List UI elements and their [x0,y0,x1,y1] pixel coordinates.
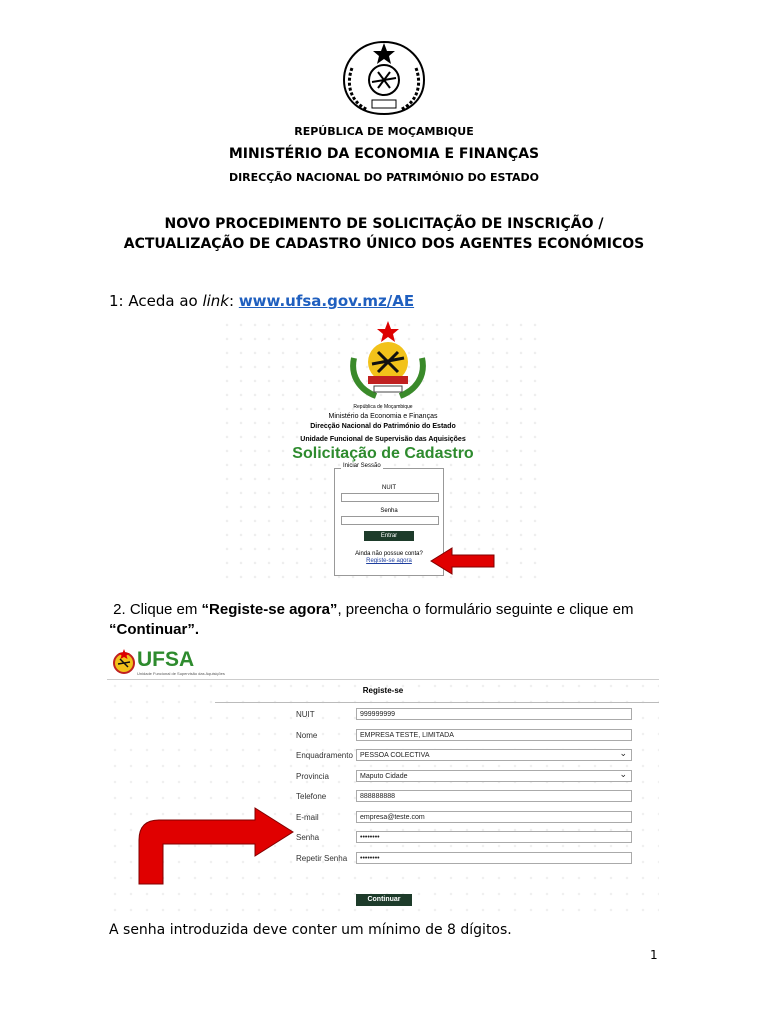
screenshot1-caption: República de Moçambique [353,404,413,410]
login-form [334,463,444,576]
field-label: NUIT [296,710,315,719]
page-number: 1 [650,948,658,962]
nuit-input[interactable] [341,493,439,502]
continue-button[interactable]: Continuar [356,894,412,906]
ufsa-logo-icon [111,648,137,676]
password-input[interactable] [341,516,439,525]
ufsa-logo-text: UFSA [137,648,195,671]
field-label: Telefone [296,792,327,801]
register-link[interactable]: Registe-se agora [366,558,412,564]
mozambique-emblem-icon [338,38,430,118]
password-label: Senha [380,508,398,514]
header-ministry: MINISTÉRIO DA ECONOMIA E FINANÇAS [228,146,540,162]
nuit-field[interactable]: 999999999 [356,708,632,720]
province-select[interactable]: Maputo Cidade ⌄ [356,770,632,782]
field-label: Enquadramento [296,751,353,760]
register-form-title: Registe-se [362,686,404,695]
mozambique-color-emblem-icon [342,318,434,400]
repeat-password-field[interactable]: •••••••• [356,852,632,864]
login-screenshot [220,318,546,582]
screenshot1-heading: Solicitação de Cadastro [292,445,474,462]
field-label: Senha [296,833,320,842]
arrow-left-icon [430,546,496,576]
field-label: Nome [296,731,318,740]
ufsa-logo-subtitle: Unidade Funcional de Supervisão das Aquisições [137,671,225,676]
name-field[interactable]: EMPRESA TESTE, LIMITADA [356,729,632,741]
field-label: Provincia [296,772,329,781]
screenshot1-unit: Unidade Funcional de Supervisão das Aquisições [300,436,466,443]
step1-instruction: 1: Aceda ao link: www.ufsa.gov.mz/AE [109,292,415,310]
field-label: E-mail [296,813,319,822]
screenshot1-ministry: Ministério da Economia e Finanças [328,413,438,420]
password-field[interactable]: •••••••• [356,831,632,843]
register-screenshot [107,646,659,916]
enquadramento-select[interactable]: PESSOA COLECTIVA ⌄ [356,749,632,761]
header-directorate: DIRECÇÃO NACIONAL DO PATRIMÓNIO DO ESTADO [228,171,540,184]
ufsa-link[interactable]: www.ufsa.gov.mz/AE [238,292,415,310]
screenshot1-directorate: Direcção Nacional do Património do Estado [310,423,456,430]
nuit-label: NUIT [382,485,396,491]
enter-button[interactable]: Entrar [364,531,414,541]
bent-arrow-icon [135,806,295,886]
login-legend: Iniciar Sessão [343,463,381,469]
step2-instruction: 2. Clique em “Registe-se agora”, preencha o formulário seguinte e clique em “Continuar”. [109,601,634,638]
document-title-line2: ACTUALIZAÇÃO DE CADASTRO ÚNICO DOS AGENTES ECONÓMICOS [123,236,645,252]
password-note: A senha introduzida deve conter um mínimo de 8 dígitos. [109,922,512,938]
no-account-text: Ainda não possue conta? [355,551,423,557]
document-title-line1: NOVO PROCEDIMENTO DE SOLICITAÇÃO DE INSCRIÇÃO / [164,216,604,232]
email-field[interactable]: empresa@teste.com [356,811,632,823]
header-republic: REPÚBLICA DE MOÇAMBIQUE [294,125,474,138]
phone-field[interactable]: 888888888 [356,790,632,802]
field-label: Repetir Senha [296,854,348,863]
